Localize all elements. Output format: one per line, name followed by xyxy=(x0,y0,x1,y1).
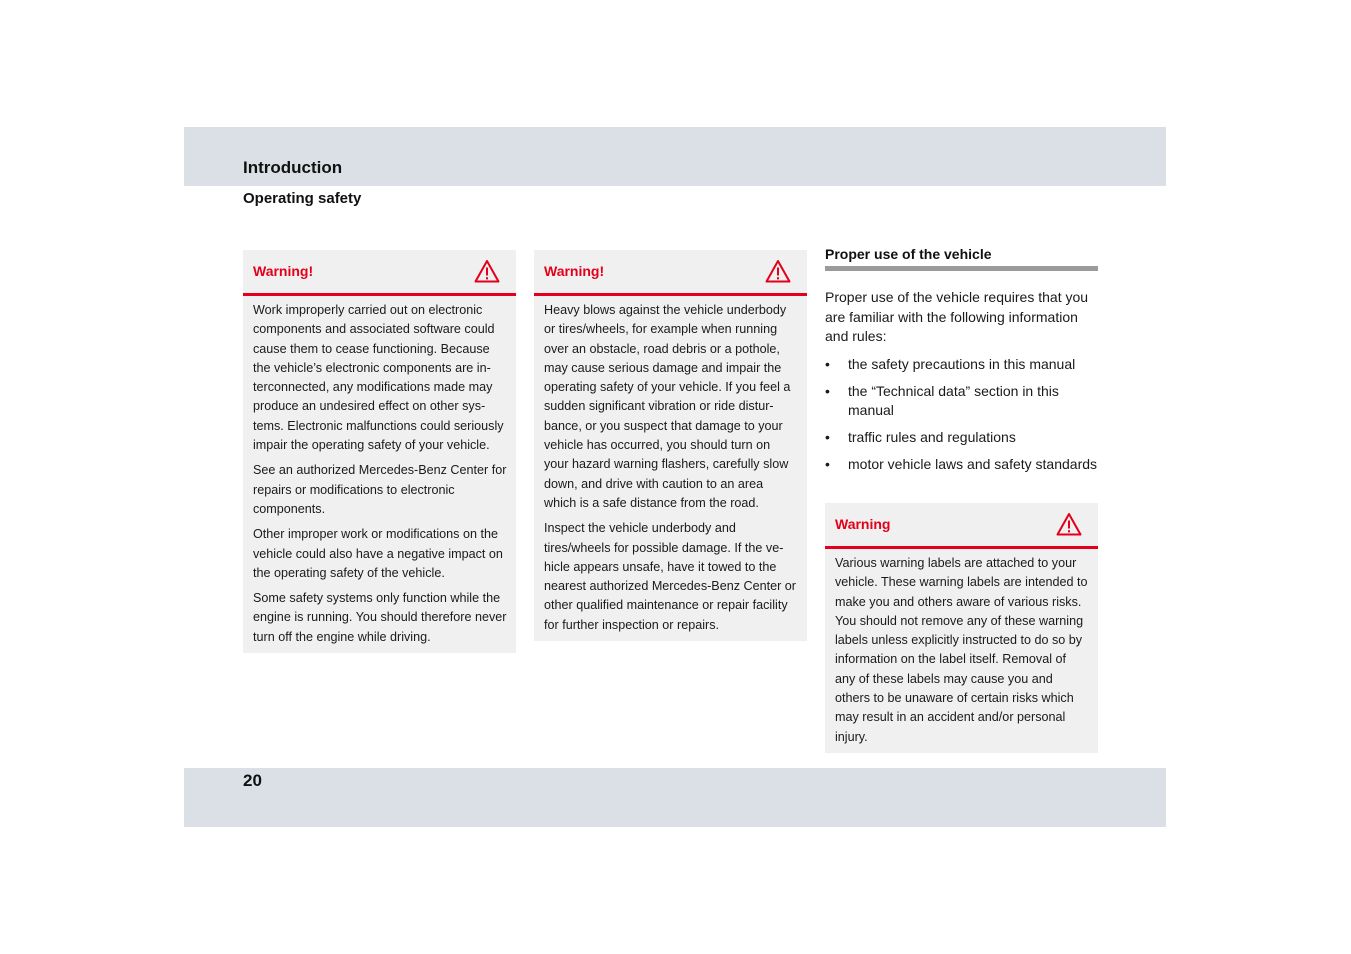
warning-paragraph: Various warning labels are attached to your vehicle. These warning labels are intended to make you and others aware of various risks. You should not remove any of these warning labels unless explicitly instructed to do so by information on the label itself. Removal of any of these labels may cause you and others to be unaware of certain risks which may result in an accident and/or personal injury. xyxy=(835,556,1088,744)
list-item xyxy=(825,355,1098,375)
warning-triangle-icon xyxy=(765,259,791,283)
list-item-text: the safety precautions in this manual xyxy=(848,355,1076,372)
warning-box-electronics xyxy=(243,250,516,653)
warning-header xyxy=(825,503,1098,549)
list-item-text: traffic rules and regulations xyxy=(848,429,1016,445)
warning-box-labels xyxy=(825,503,1098,753)
footer-band xyxy=(184,768,1166,827)
warning-triangle-icon xyxy=(1056,512,1082,536)
list-item xyxy=(825,455,1098,475)
proper-use-heading: Proper use of the vehicle xyxy=(825,246,1098,271)
proper-use-list xyxy=(825,355,1098,475)
warning-paragraph: Work improperly carried out on electronic components and associated software could cause them to cease functioning. Because the vehicle’s electronic components are interconnected, any modifications made may produce an undesired effect on other systems. Electronic malfunctions could seriously impair the operating safety of your vehicle. xyxy=(253,303,504,453)
chapter-title: Introduction xyxy=(243,158,343,177)
warning-body xyxy=(243,296,516,653)
warning-paragraph: Heavy blows against the vehicle underbody or tires/wheels, for example when running over an obstacle, road debris or a pothole, may cause serious damage and impair the operating safety of your vehicle. If you feel a sudden significant vibration or ride disturbance, or you suspect that damage to your vehicle has occurred, you should turn on your hazard warning flashers, carefully slow down, and drive with caution to an area which is a safe distance from the road. xyxy=(544,303,791,510)
warning-body xyxy=(534,296,807,641)
warning-triangle-icon xyxy=(474,259,500,283)
bullet: • xyxy=(825,429,830,445)
list-item xyxy=(825,382,1098,421)
warning-box-underbody xyxy=(534,250,807,641)
warning-paragraph: Other improper work or modifications on the vehicle could also have a negative impact on the operating safety of the vehicle. xyxy=(253,527,503,580)
warning-header xyxy=(243,250,516,296)
list-item-text: the “Technical data” section in this manual xyxy=(848,382,1059,418)
list-item-text: motor vehicle laws and safety standards xyxy=(848,456,1098,472)
warning-paragraph: See an authorized Mercedes-Benz Center for repairs or modifications to electronic components. xyxy=(253,463,507,516)
warning-title: Warning xyxy=(835,516,891,532)
page-number: 20 xyxy=(243,771,262,790)
warning-paragraph: Inspect the vehicle underbody and tires/wheels for possible damage. If the vehicle appears unsafe, have it towed to the nearest authorized Mercedes-Benz Center or other qualified maintenance or repair facility for further inspection or repairs. xyxy=(544,521,797,632)
proper-use-intro: Proper use of the vehicle requires that you are familiar with the following information and rules: xyxy=(825,289,1089,344)
bullet: • xyxy=(825,355,830,372)
warning-paragraph: Some safety systems only function while the engine is running. You should therefore never turn off the engine while driving. xyxy=(253,591,507,644)
bullet: • xyxy=(825,382,830,399)
warning-title: Warning! xyxy=(544,263,605,279)
warning-title: Warning! xyxy=(253,263,314,279)
warning-header xyxy=(534,250,807,296)
list-item xyxy=(825,428,1098,448)
proper-use-section xyxy=(825,246,1098,482)
section-title: Operating safety xyxy=(243,190,362,207)
warning-body xyxy=(825,549,1098,753)
bullet: • xyxy=(825,456,830,472)
